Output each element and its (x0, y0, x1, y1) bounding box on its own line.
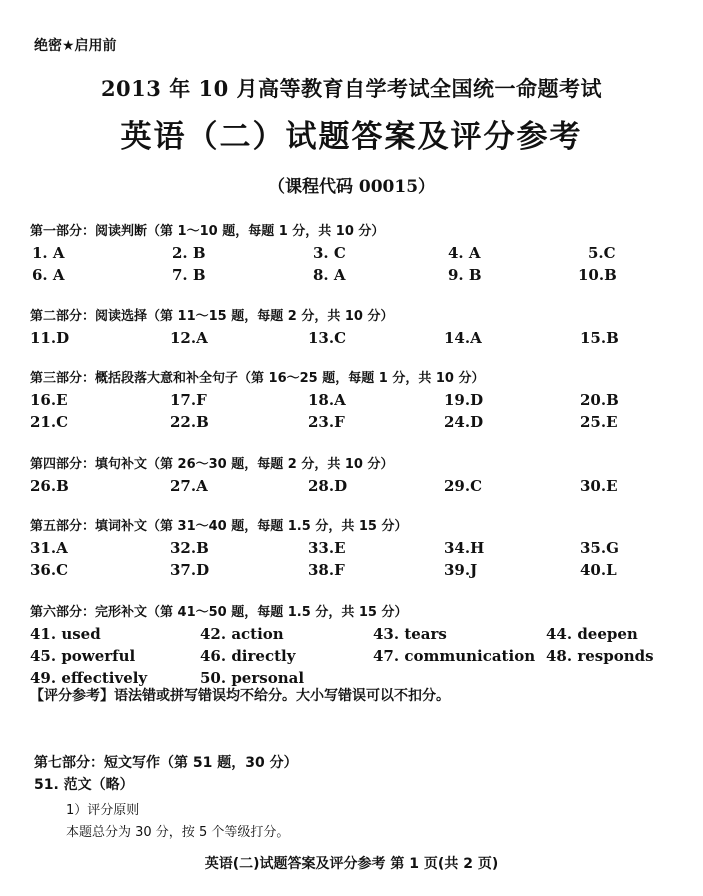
section-heading: 第三部分：概括段落大意和补全句子（第 16～25 题，每题 1 分，共 10 分） (30, 371, 485, 386)
answer-cell: 28.D (308, 477, 348, 495)
answer-cell: 37.D (170, 561, 210, 579)
section-7 (34, 752, 298, 796)
answer-cell: 10.B (578, 266, 617, 284)
answer-row (30, 559, 680, 581)
answer-cell: 39.J (444, 561, 478, 579)
answer-cell: 19.D (444, 391, 484, 409)
answer-cell: 21.C (30, 413, 69, 431)
answer-row (30, 475, 680, 497)
answer-cell: 1. A (32, 244, 65, 262)
section-heading: 第七部分：短文写作（第 51 题，30 分） (34, 755, 298, 771)
answer-cell: 12.A (170, 329, 208, 347)
answer-cell: 9. B (448, 266, 482, 284)
answer-cell: 40.L (580, 561, 617, 579)
principle-text: 本题总分为 30 分，按 5 个等级打分。 (66, 825, 290, 840)
answer-cell: 18.A (308, 391, 346, 409)
answer-cell: 3. C (313, 244, 346, 262)
section-3 (30, 369, 680, 433)
answer-cell: 45. powerful (30, 647, 136, 665)
section-heading: 第二部分：阅读选择（第 11～15 题，每题 2 分，共 10 分） (30, 309, 394, 324)
secret-label: 绝密★启用前 (34, 38, 117, 54)
answer-cell: 31.A (30, 539, 68, 557)
section-heading: 第五部分：填词补文（第 31～40 题，每题 1.5 分，共 15 分） (30, 519, 408, 534)
essay-item: 51. 范文（略） (34, 777, 134, 793)
answer-cell: 46. directly (200, 647, 296, 665)
page-footer: 英语(二)试题答案及评分参考 第 1 页(共 2 页) (204, 856, 499, 872)
answer-cell: 29.C (444, 477, 483, 495)
answer-cell: 26.B (30, 477, 69, 495)
answer-cell: 38.F (308, 561, 345, 579)
section-heading: 第六部分：完形补文（第 41～50 题，每题 1.5 分，共 15 分） (30, 605, 408, 620)
section-1 (30, 222, 680, 286)
answer-row (30, 537, 680, 559)
scoring-note: 【评分参考】语法错或拼写错误均不给分。大小写错误可以不扣分。 (30, 688, 450, 704)
answer-cell: 41. used (30, 625, 101, 643)
scoring-principle (66, 800, 289, 844)
answer-cell: 5.C (588, 244, 616, 262)
section-5 (30, 517, 680, 581)
section-2 (30, 307, 680, 349)
section-6 (30, 603, 680, 689)
exam-title: 2013 年 10 月高等教育自学考试全国统一命题考试 (100, 76, 603, 101)
answer-cell: 34.H (444, 539, 485, 557)
section-heading: 第四部分：填句补文（第 26～30 题，每题 2 分，共 10 分） (30, 457, 394, 472)
answer-row (30, 411, 680, 433)
answer-row (30, 242, 680, 264)
answer-cell: 30.E (580, 477, 618, 495)
answer-cell: 27.A (170, 477, 208, 495)
main-title: 英语（二）试题答案及评分参考 (120, 119, 583, 155)
answer-row (30, 264, 680, 286)
answer-cell: 8. A (313, 266, 346, 284)
answer-cell: 50. personal (200, 669, 305, 687)
answer-cell: 44. deepen (546, 625, 638, 643)
answer-cell: 14.A (444, 329, 482, 347)
answer-row (30, 645, 680, 667)
answer-cell: 7. B (172, 266, 206, 284)
answer-cell: 23.F (308, 413, 345, 431)
answer-row (30, 623, 680, 645)
answer-cell: 42. action (200, 625, 284, 643)
answer-cell: 20.B (580, 391, 619, 409)
answer-row (30, 389, 680, 411)
answer-cell: 11.D (30, 329, 70, 347)
answer-cell: 33.E (308, 539, 346, 557)
answer-cell: 25.E (580, 413, 618, 431)
section-4 (30, 455, 680, 497)
answer-cell: 6. A (32, 266, 65, 284)
answer-cell: 4. A (448, 244, 481, 262)
answer-cell: 17.F (170, 391, 207, 409)
answer-cell: 13.C (308, 329, 347, 347)
answer-cell: 24.D (444, 413, 484, 431)
answer-row (30, 327, 680, 349)
answer-cell: 49. effectively (30, 669, 148, 687)
answer-cell: 15.B (580, 329, 619, 347)
answer-cell: 47. communication (373, 647, 536, 665)
section-heading: 第一部分：阅读判断（第 1～10 题，每题 1 分，共 10 分） (30, 224, 385, 239)
answer-cell: 35.G (580, 539, 619, 557)
answer-cell: 48. responds (546, 647, 654, 665)
principle-title: 1）评分原则 (66, 803, 140, 818)
answer-cell: 43. tears (373, 625, 447, 643)
answer-cell: 16.E (30, 391, 68, 409)
answer-cell: 2. B (172, 244, 206, 262)
answer-cell: 22.B (170, 413, 209, 431)
answer-cell: 32.B (170, 539, 209, 557)
answer-cell: 36.C (30, 561, 69, 579)
course-code: （课程代码 00015） (267, 177, 436, 197)
